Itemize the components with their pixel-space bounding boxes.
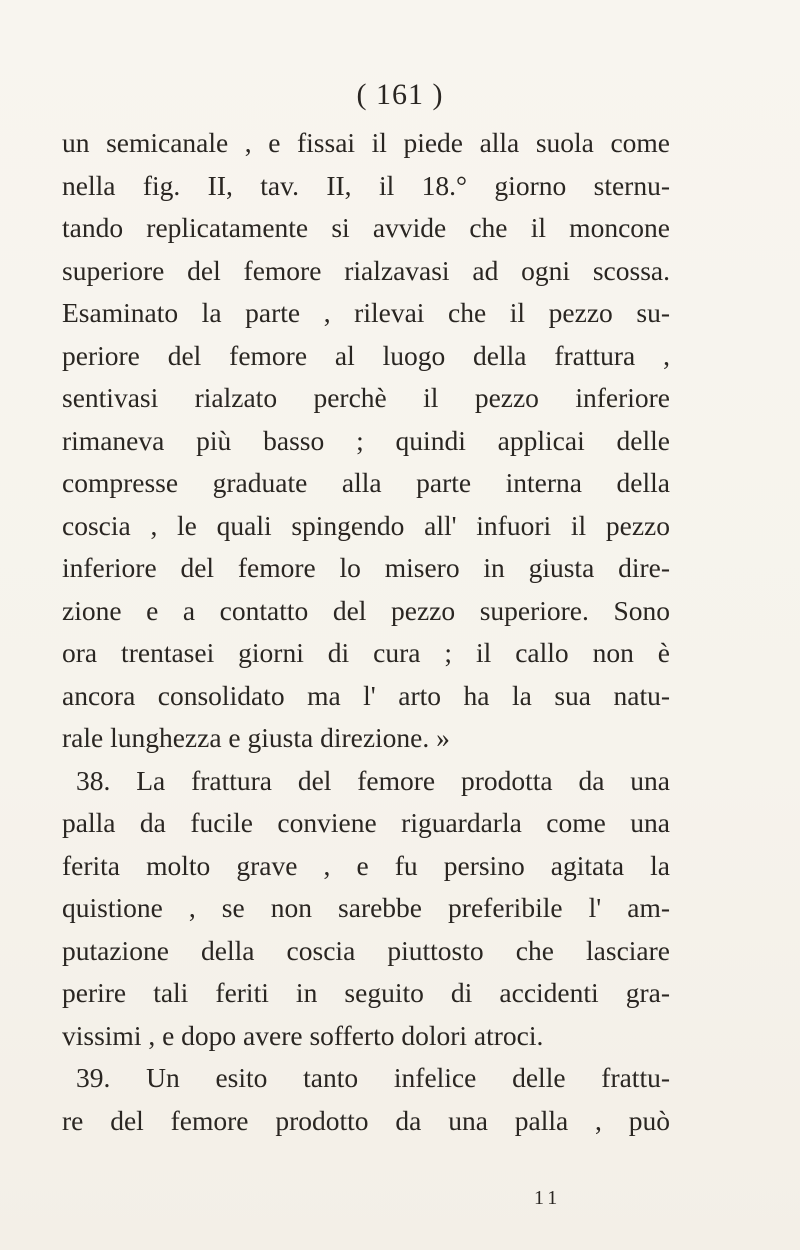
text-line: compresse graduate alla parte interna della: [62, 467, 670, 498]
text-line: perire tali feriti in seguito di accidenti gra-: [62, 977, 670, 1008]
signature-mark: 11: [534, 1187, 562, 1209]
text-line: inferiore del femore lo misero in giusta dire-: [62, 552, 670, 583]
text-line: ancora consolidato ma l' arto ha la sua natu-: [62, 679, 670, 711]
text-line: nella fig. II, tav. II, il 18.° giorno sternu-: [62, 169, 670, 201]
text-line: un semicanale , e fissai il piede alla suola come: [62, 127, 670, 158]
text-line: palla da fucile conviene riguardarla come una: [62, 807, 670, 838]
text-line: periore del femore al luogo della frattura ,: [62, 339, 670, 371]
page-body: [62, 122, 670, 1142]
text-line: vissimi , e dopo avere sofferto dolori atroci.: [62, 1019, 544, 1051]
text-line: superiore del femore rialzavasi ad ogni scossa.: [62, 254, 670, 286]
text-line: putazione della coscia piuttosto che lasciare: [62, 934, 670, 966]
text-line: re del femore prodotto da una palla , può: [62, 1104, 670, 1136]
text-line: quistione , se non sarebbe preferibile l' am-: [62, 892, 670, 923]
text-line: rale lunghezza e giusta direzione. »: [62, 722, 450, 753]
text-line: tando replicatamente si avvide che il moncone: [62, 212, 670, 243]
page-number: ( 161 ): [356, 78, 444, 111]
text-line: coscia , le quali spingendo all' infuori il pezzo: [62, 509, 670, 541]
text-line: Esaminato la parte , rilevai che il pezzo su-: [62, 297, 670, 328]
text-line: 38. La frattura del femore prodotta da una: [76, 764, 670, 796]
text-line: 39. Un esito tanto infelice delle frattu-: [76, 1062, 670, 1093]
text-line: ferita molto grave , e fu persino agitata la: [62, 849, 670, 881]
text-line: zione e a contatto del pezzo superiore. Sono: [62, 594, 670, 626]
text-line: rimaneva più basso ; quindi applicai delle: [62, 424, 670, 456]
text-line: ora trentasei giorni di cura ; il callo non è: [62, 637, 670, 668]
text-line: sentivasi rialzato perchè il pezzo inferiore: [62, 382, 670, 413]
